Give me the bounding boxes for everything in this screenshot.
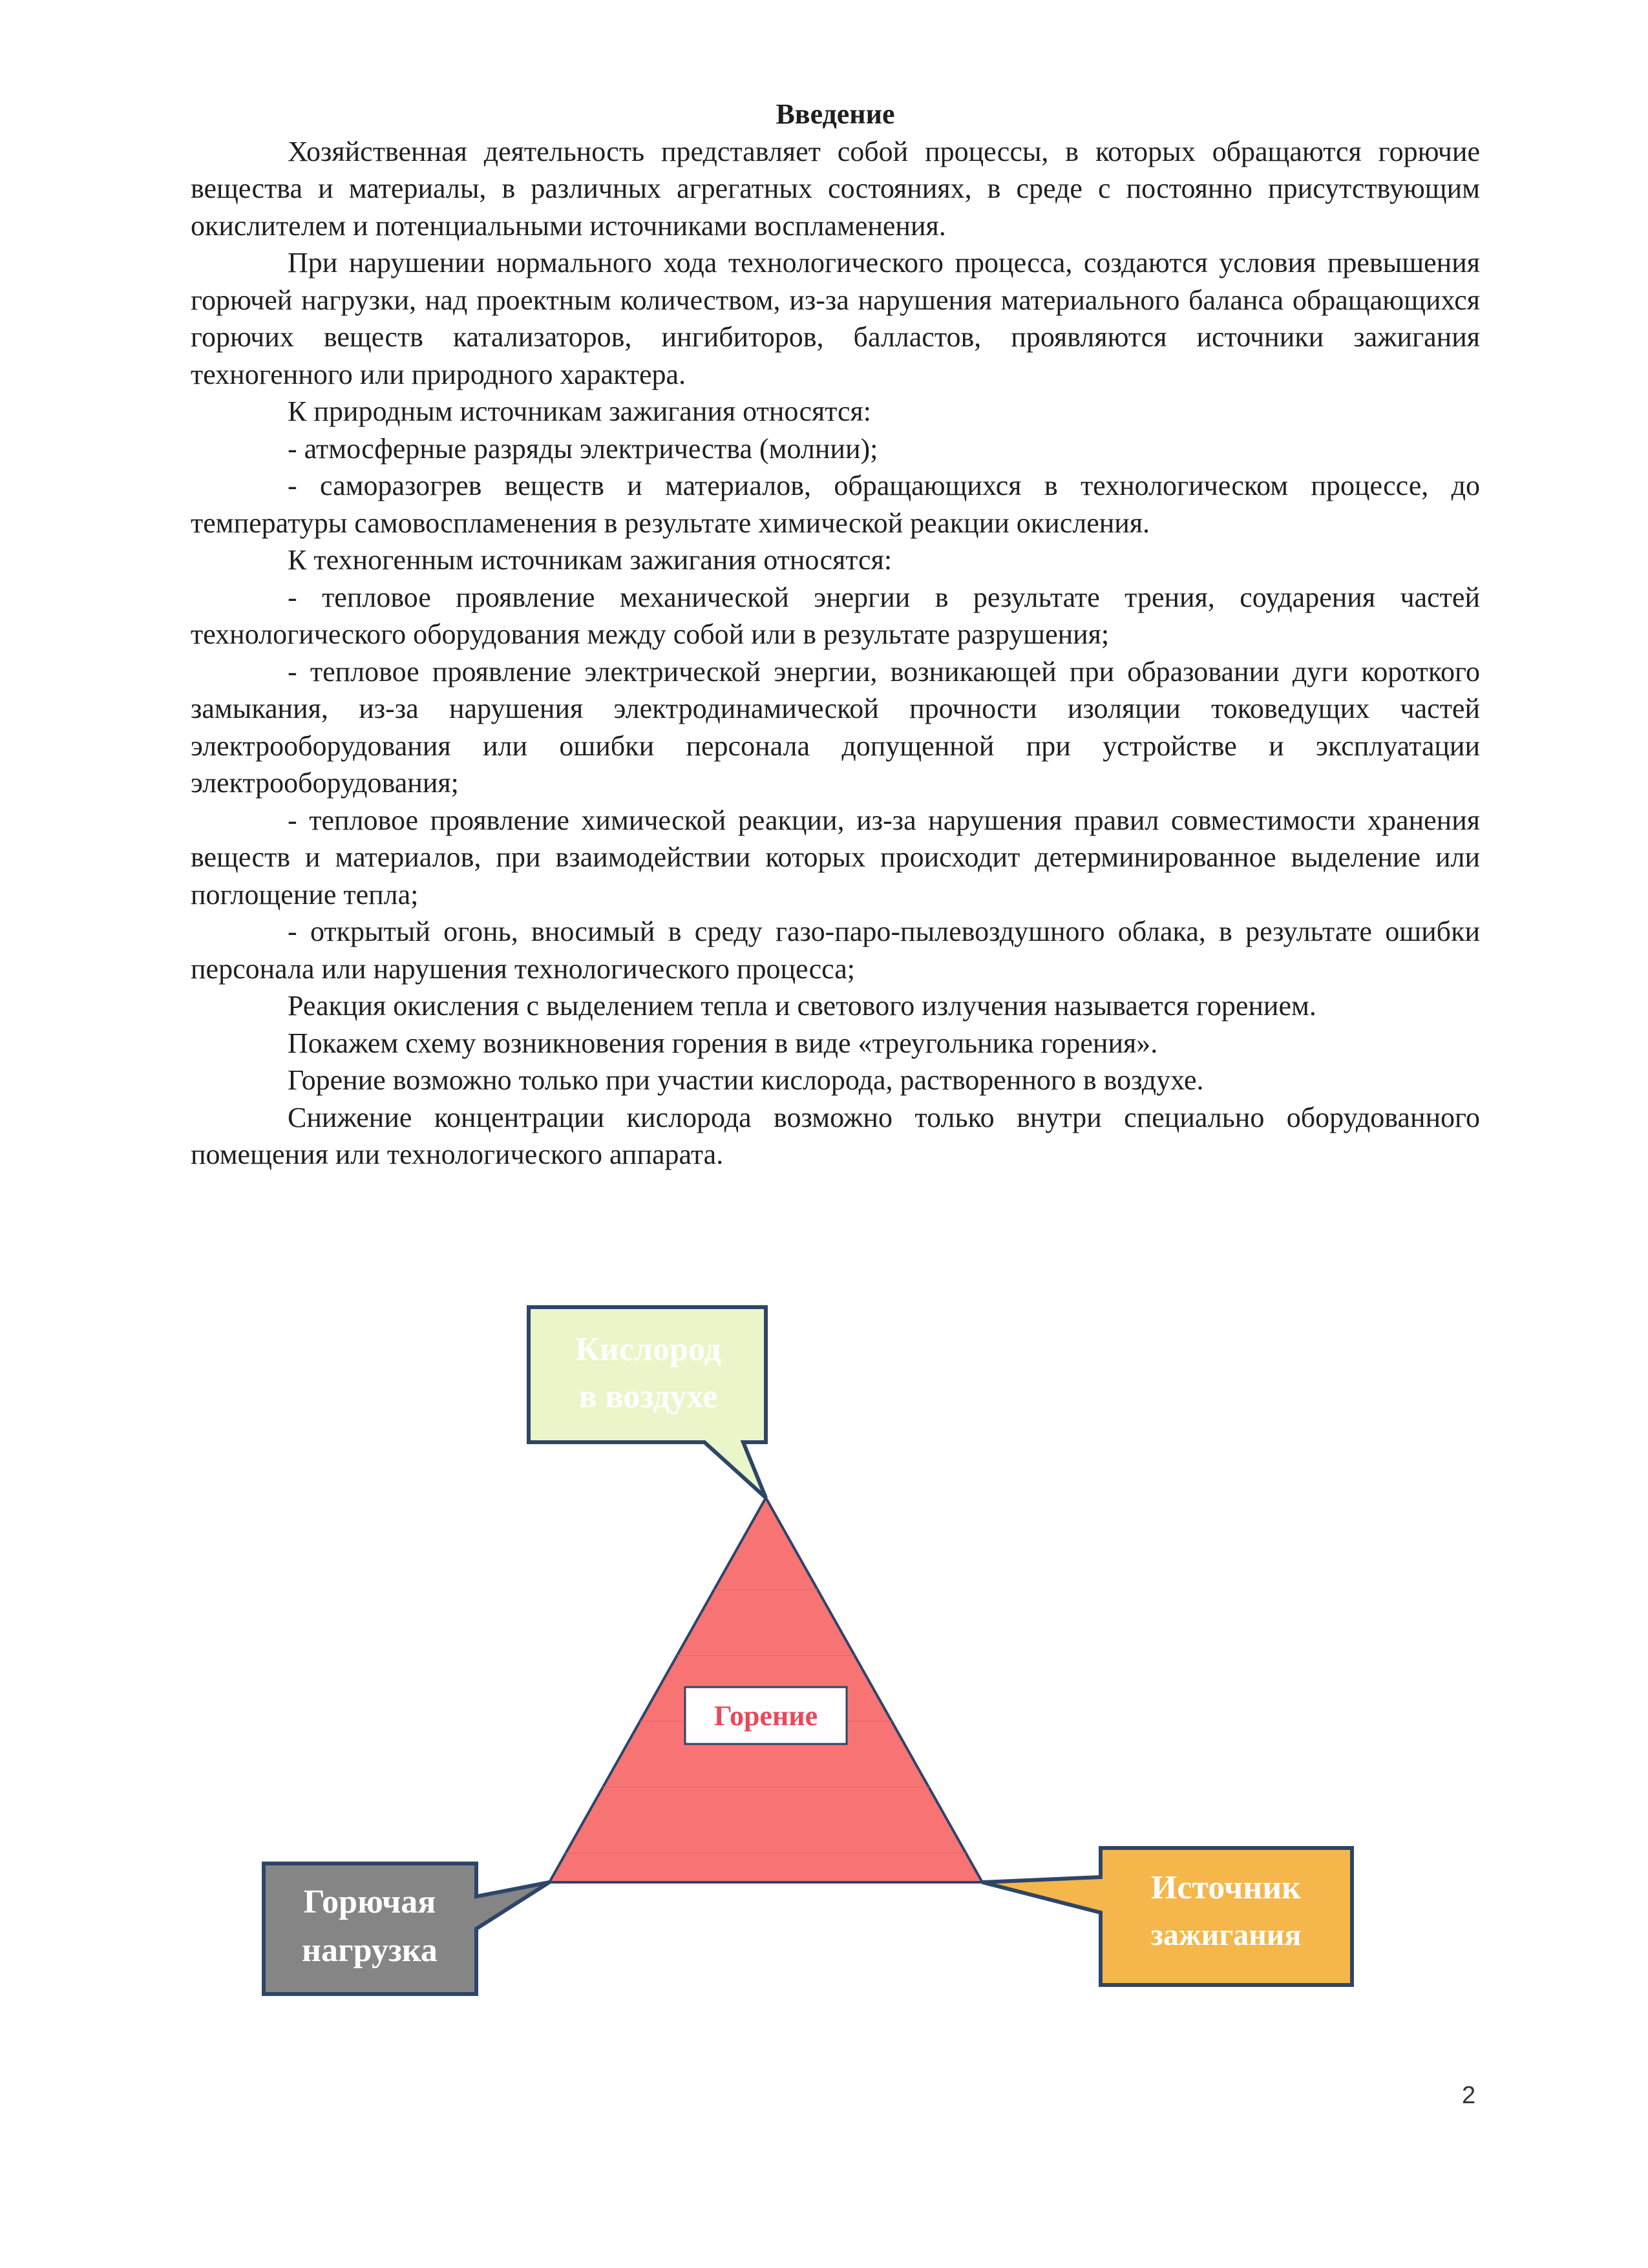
paragraph-9: - тепловое проявление химической реакции, из-за нарушения правил совместимости хранения веществ и материалов, при взаимодействии которых происходит детерминированное выделение или поглощение тепла; — [191, 804, 1480, 910]
oxygen-callout-line1: Кислород — [575, 1331, 721, 1368]
paragraph-14: Снижение концентрации кислорода возможно только внутри специально оборудованного помещения или технологического аппарата. — [191, 1101, 1480, 1170]
paragraph-2: При нарушении нормального хода технологического процесса, создаются условия превышения горючей нагрузки, над проектным количеством, из-за нарушения материального баланса обращающихся горючих веществ катализаторов, ингибиторов, балластов, проявляются источники зажигания техногенного или природного характера. — [191, 247, 1480, 390]
paragraph-1: Хозяйственная деятельность представляет собой процессы, в которых обращаются горючие вещества и материалы, в различных агрегатных состояниях, в среде с постоянно присутствующим окислителем и потенциальными источниками воспламенения. — [191, 135, 1480, 242]
paragraph-7: - тепловое проявление механической энергии в результате трения, соударения частей технологического оборудования между собой или в результате разрушения; — [191, 581, 1480, 650]
ignition-callout — [982, 1848, 1352, 1985]
fuel-callout-line1: Горючая — [303, 1884, 436, 1920]
section-heading: Введение — [776, 98, 895, 130]
page-number: 2 — [1462, 2082, 1476, 2109]
paragraph-8: - тепловое проявление электрической энергии, возникающей при образовании дуги короткого замыкания, из-за нарушения электродинамической прочности изоляции токоведущих частей электрооборудования или ошибки персонала допущенной при устройстве и эксплуатации электрооборудования; — [191, 655, 1480, 799]
ignition-callout-line1: Источник — [1150, 1869, 1302, 1906]
paragraph-3: К природным источникам зажигания относятся: — [288, 395, 871, 427]
paragraph-13: Горение возможно только при участии кислорода, растворенного в воздухе. — [288, 1064, 1204, 1096]
ignition-callout-line2: зажигания — [1150, 1918, 1302, 1952]
center-label: Горение — [713, 1700, 818, 1732]
oxygen-callout-line2: в воздухе — [578, 1378, 718, 1415]
paragraph-5: - саморазогрев веществ и материалов, обращающихся в технологическом процессе, до температуры самовоспламенения в результате химической реакции окисления. — [191, 470, 1480, 539]
paragraph-10: - открытый огонь, вносимый в среду газо-паро-пылевоздушного облака, в результате ошибки персонала или нарушения технологического процесса; — [191, 916, 1480, 985]
paragraph-11: Реакция окисления с выделением тепла и светового излучения называется горением. — [288, 990, 1316, 1022]
fuel-callout-line2: нагрузка — [302, 1932, 438, 1969]
paragraph-12: Покажем схему возникновения горения в виде «треугольника горения». — [288, 1027, 1158, 1059]
paragraph-4: - атмосферные разряды электричества (молнии); — [288, 432, 878, 465]
paragraph-6: К техногенным источникам зажигания относятся: — [288, 544, 893, 576]
